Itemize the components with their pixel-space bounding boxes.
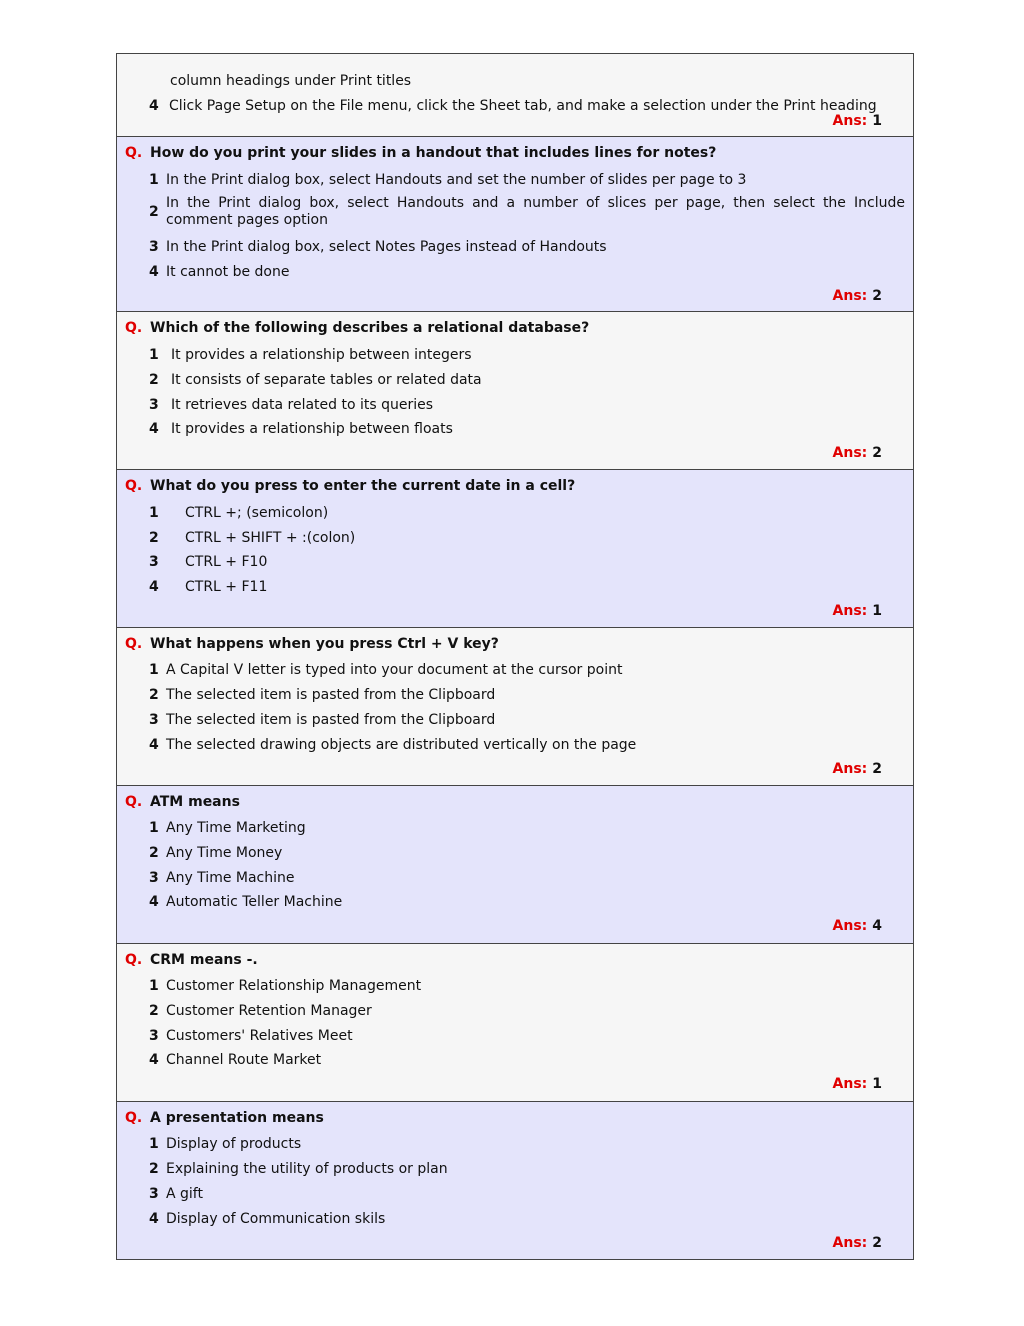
option-row	[149, 237, 905, 257]
option-text: The selected drawing objects are distributed vertically on the page	[166, 736, 637, 753]
option-text: A gift	[166, 1185, 203, 1202]
option-row	[149, 96, 905, 116]
question-text: What happens when you press Ctrl + V key?	[150, 636, 499, 652]
question-line	[125, 476, 905, 496]
option-row	[149, 710, 905, 730]
answer-label: Ans:	[832, 113, 868, 129]
option-text: It consists of separate tables or related data	[171, 371, 482, 388]
answer-value: 2	[872, 445, 882, 461]
option-text: CTRL + SHIFT + :(colon)	[185, 529, 356, 546]
option-text: The selected item is pasted from the Clipboard	[166, 711, 496, 728]
answer-label: Ans:	[832, 288, 868, 304]
option-number: 1	[149, 977, 159, 994]
option-row	[149, 395, 905, 415]
option-row	[149, 868, 905, 888]
answer-value: 1	[872, 1076, 882, 1092]
question-line	[125, 1108, 905, 1128]
option-number: 1	[149, 504, 159, 521]
option-text: Any Time Machine	[166, 869, 295, 886]
question-text: How do you print your slides in a handout that includes lines for notes?	[150, 145, 717, 161]
option-number: 3	[149, 396, 159, 413]
answer	[833, 916, 882, 936]
option-number: 4	[149, 1051, 159, 1068]
question-line	[125, 950, 905, 970]
option-row	[149, 1001, 905, 1021]
option-number: 4	[149, 578, 159, 595]
option-text: In the Print dialog box, select Notes Pages instead of Handouts	[166, 238, 607, 255]
question-line	[125, 318, 905, 338]
option-text: Any Time Marketing	[166, 819, 306, 836]
question-block	[117, 944, 913, 1102]
question-block	[117, 628, 913, 786]
option-number: 4	[149, 263, 159, 280]
option-number: 2	[149, 1002, 159, 1019]
option-text: In the Print dialog box, select Handouts and a number of slices per page, then select the Include comment pages option	[166, 195, 905, 228]
option-number: 1	[149, 661, 159, 678]
option-number: 4	[149, 736, 159, 753]
answer-label: Ans:	[832, 603, 868, 619]
answer-value: 2	[872, 288, 882, 304]
option-text: A Capital V letter is typed into your document at the cursor point	[166, 661, 623, 678]
answer-value: 4	[872, 918, 882, 934]
option-number: 2	[149, 371, 159, 388]
answer	[833, 759, 882, 779]
option-row	[149, 370, 905, 390]
question-marker: Q.	[125, 478, 143, 494]
question-marker: Q.	[125, 145, 143, 161]
option-text: Display of Communication skils	[166, 1210, 386, 1227]
question-marker: Q.	[125, 1110, 143, 1126]
answer-label: Ans:	[832, 918, 868, 934]
question-block	[117, 1102, 913, 1260]
option-number: 3	[149, 711, 159, 728]
answer	[833, 601, 882, 621]
option-number: 4	[149, 420, 159, 437]
answer-value: 1	[872, 603, 882, 619]
option-row	[149, 1134, 905, 1154]
option-text: Channel Route Market	[166, 1051, 322, 1068]
option-number: 1	[149, 819, 159, 836]
option-number: 4	[149, 97, 159, 114]
question-marker: Q.	[125, 320, 143, 336]
option-row	[149, 1209, 905, 1229]
question-line	[125, 634, 905, 654]
option-row	[149, 419, 905, 439]
answer-label: Ans:	[832, 1235, 868, 1251]
option-number: 2	[149, 1160, 159, 1177]
answer-value: 2	[872, 1235, 882, 1251]
option-text: Customer Relationship Management	[166, 977, 422, 994]
option-text: It provides a relationship between integers	[171, 346, 472, 363]
option-row	[149, 552, 905, 572]
option-row	[149, 1159, 905, 1179]
option-number: 3	[149, 869, 159, 886]
question-block	[117, 786, 913, 944]
option-number: 2	[149, 686, 159, 703]
answer-label: Ans:	[832, 761, 868, 777]
question-block	[117, 137, 913, 312]
option-row	[149, 170, 905, 190]
option-row	[149, 660, 905, 680]
option-text: It provides a relationship between floats	[171, 420, 453, 437]
option-text: CTRL + F10	[185, 553, 268, 570]
option-text: CTRL + F11	[185, 578, 268, 595]
option-text: It cannot be done	[166, 263, 290, 280]
option-row	[149, 976, 905, 996]
question-marker: Q.	[125, 636, 143, 652]
answer	[833, 286, 882, 306]
answer-value: 1	[872, 113, 882, 129]
answer-value: 2	[872, 761, 882, 777]
question-text: Which of the following describes a relational database?	[150, 320, 590, 336]
answer-label: Ans:	[832, 445, 868, 461]
option-row	[149, 195, 905, 229]
option-number: 2	[149, 529, 159, 546]
option-row	[149, 528, 905, 548]
option-row	[149, 1026, 905, 1046]
question-block	[117, 54, 913, 137]
option-row	[149, 1050, 905, 1070]
question-block	[117, 470, 913, 628]
option-number: 4	[149, 1210, 159, 1227]
option-text: Customers' Relatives Meet	[166, 1027, 353, 1044]
option-text: Display of products	[166, 1135, 302, 1152]
option-row	[149, 892, 905, 912]
option-number: 1	[149, 346, 159, 363]
question-text: ATM means	[150, 794, 240, 810]
question-marker: Q.	[125, 794, 143, 810]
question-line	[125, 792, 905, 812]
option-text: Click Page Setup on the File menu, click the Sheet tab, and make a selection under the Print heading	[169, 97, 877, 114]
option-text: Explaining the utility of products or plan	[166, 1160, 448, 1177]
option-row	[149, 345, 905, 365]
option-row	[149, 685, 905, 705]
option-row	[149, 843, 905, 863]
option-row	[149, 735, 905, 755]
option-number: 4	[149, 893, 159, 910]
option-row	[149, 262, 905, 282]
option-number: 1	[149, 1135, 159, 1152]
option-text: In the Print dialog box, select Handouts and set the number of slides per page to 3	[166, 171, 747, 188]
option-number: 1	[149, 171, 159, 188]
option-text: Automatic Teller Machine	[166, 893, 343, 910]
option-row	[149, 71, 905, 91]
option-number: 2	[149, 844, 159, 861]
answer	[833, 1233, 882, 1253]
option-number: 3	[149, 1027, 159, 1044]
option-number: 3	[149, 553, 159, 570]
option-text: The selected item is pasted from the Clipboard	[166, 686, 496, 703]
question-text: CRM means -.	[150, 952, 258, 968]
option-number: 2	[149, 203, 159, 220]
option-text: column headings under Print titles	[170, 72, 412, 89]
option-row	[149, 1184, 905, 1204]
question-line	[125, 143, 905, 163]
option-row	[149, 577, 905, 597]
option-text: It retrieves data related to its queries	[171, 396, 434, 413]
option-number: 3	[149, 1185, 159, 1202]
option-text: CTRL +; (semicolon)	[185, 504, 329, 521]
option-row	[149, 503, 905, 523]
option-text: Customer Retention Manager	[166, 1002, 372, 1019]
option-row	[149, 818, 905, 838]
question-sheet	[116, 53, 914, 1260]
answer	[833, 1074, 882, 1094]
option-number: 3	[149, 238, 159, 255]
question-text: A presentation means	[150, 1110, 324, 1126]
answer	[833, 443, 882, 463]
answer	[833, 111, 882, 131]
question-block	[117, 312, 913, 470]
option-text: Any Time Money	[166, 844, 283, 861]
question-text: What do you press to enter the current date in a cell?	[150, 478, 576, 494]
answer-label: Ans:	[832, 1076, 868, 1092]
question-marker: Q.	[125, 952, 143, 968]
